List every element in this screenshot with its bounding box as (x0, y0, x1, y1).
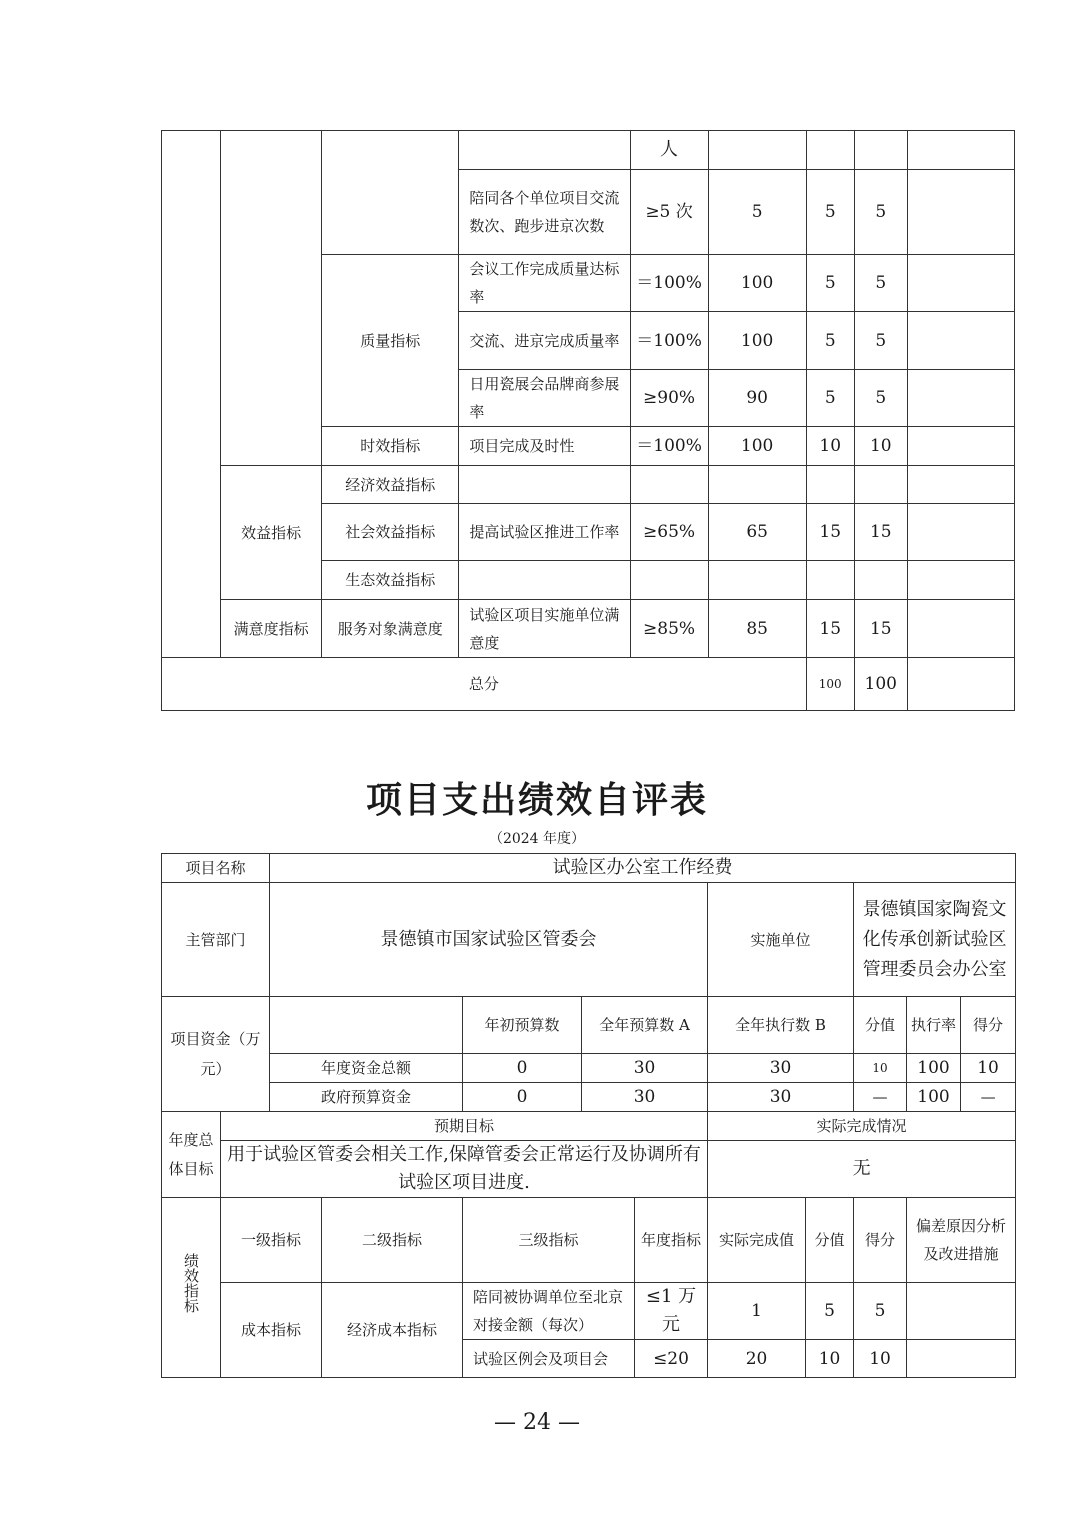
reason-cell (907, 600, 1014, 658)
score-full-cell: 5 (806, 255, 854, 312)
l3-cell (459, 131, 630, 170)
perf-score-full: 5 (806, 1283, 854, 1340)
actual-cell: 5 (708, 170, 806, 255)
funds-row (162, 1054, 1016, 1083)
reason-cell (907, 658, 1014, 711)
funds-header-row (162, 997, 1016, 1054)
perf-score: 5 (854, 1283, 907, 1340)
actual-cell (708, 561, 806, 600)
perf-header-target: 年度指标 (635, 1198, 708, 1283)
expected-label: 预期目标 (221, 1112, 708, 1141)
funds-score-full: 10 (854, 1054, 907, 1083)
funds-row-label: 政府预算资金 (270, 1083, 463, 1112)
reason-cell (907, 561, 1014, 600)
table-row (162, 466, 1015, 504)
project-name-row (162, 854, 1016, 883)
target-cell: ＝100% (630, 427, 708, 466)
performance-table-continued (161, 130, 1015, 711)
impl-label: 实施单位 (708, 883, 854, 997)
goal-header-row (162, 1112, 1016, 1141)
funds-header-executed: 全年执行数 B (708, 997, 854, 1054)
target-cell (630, 561, 708, 600)
page-title: 项目支出绩效自评表 (365, 780, 708, 821)
score-full-cell: 10 (806, 427, 854, 466)
self-evaluation-table (161, 853, 1016, 1378)
goal-row (162, 1141, 1016, 1198)
l2-cell: 社会效益指标 (322, 504, 459, 561)
score-full-cell: 5 (806, 312, 854, 370)
funds-label-text: 项目资金（万元） (170, 1030, 261, 1078)
funds-initial: 0 (463, 1054, 582, 1083)
perf-header-score-full: 分值 (806, 1198, 854, 1283)
perf-reason (907, 1283, 1016, 1340)
actual-cell: 100 (708, 312, 806, 370)
perf-reason (907, 1340, 1016, 1378)
expected-value: 用于试验区管委会相关工作,保障管委会正常运行及协调所有试验区项目进度. (221, 1141, 708, 1198)
l3-cell: 交流、进京完成质量率 (459, 312, 630, 370)
year-label: （2024 年度） (488, 831, 586, 847)
funds-row-label: 年度资金总额 (270, 1054, 463, 1083)
score-cell (854, 131, 907, 170)
funds-blank (270, 997, 463, 1054)
score-cell: 5 (854, 312, 907, 370)
perf-score-full: 10 (806, 1340, 854, 1378)
funds-score: — (961, 1083, 1016, 1112)
target-cell: ≥90% (630, 370, 708, 427)
perf-label (162, 1198, 221, 1378)
perf-actual: 20 (708, 1340, 806, 1378)
score-full-cell: 5 (806, 370, 854, 427)
actual-cell: 100 (708, 255, 806, 312)
total-full: 100 (806, 658, 854, 711)
reason-cell (907, 170, 1014, 255)
funds-executed: 30 (708, 1083, 854, 1112)
perf-header-score: 得分 (854, 1198, 907, 1283)
score-full-cell (806, 466, 854, 504)
total-row (162, 658, 1015, 711)
funds-header-score: 得分 (961, 997, 1016, 1054)
l3-cell: 试验区项目实施单位满意度 (459, 600, 630, 658)
project-name-label: 项目名称 (162, 854, 270, 883)
perf-header-l2: 二级指标 (322, 1198, 463, 1283)
score-full-cell: 15 (806, 600, 854, 658)
score-cell: 10 (854, 427, 907, 466)
project-name-value: 试验区办公室工作经费 (270, 854, 1016, 883)
score-cell: 15 (854, 600, 907, 658)
score-full-cell: 5 (806, 170, 854, 255)
actual-cell (708, 131, 806, 170)
table-row (162, 131, 1015, 170)
funds-score: 10 (961, 1054, 1016, 1083)
funds-rate: 100 (907, 1054, 961, 1083)
dept-row (162, 883, 1016, 997)
actual-cell: 65 (708, 504, 806, 561)
funds-label (162, 997, 270, 1112)
perf-target: ≤20 (635, 1340, 708, 1378)
perf-header-reason: 偏差原因分析及改进措施 (907, 1198, 1016, 1283)
dept-label: 主管部门 (162, 883, 270, 997)
funds-full-year: 30 (582, 1083, 708, 1112)
perf-actual: 1 (708, 1283, 806, 1340)
perf-header-l1: 一级指标 (221, 1198, 322, 1283)
l3-cell: 项目完成及时性 (459, 427, 630, 466)
reason-cell (907, 427, 1014, 466)
dept-value: 景德镇市国家试验区管委会 (270, 883, 708, 997)
l2-cell: 经济效益指标 (322, 466, 459, 504)
l1-cell: 效益指标 (221, 466, 322, 600)
l3-cell: 陪同各个单位项目交流数次、跑步进京次数 (459, 170, 630, 255)
impl-value: 景德镇国家陶瓷文化传承创新试验区管理委员会办公室 (854, 883, 1016, 997)
funds-header-rate: 执行率 (907, 997, 961, 1054)
actual-value: 无 (708, 1141, 1016, 1198)
target-cell (630, 466, 708, 504)
perf-header-row (162, 1198, 1016, 1283)
score-cell (854, 561, 907, 600)
l3-cell: 日用瓷展会品牌商参展率 (459, 370, 630, 427)
perf-target: ≤1 万元 (635, 1283, 708, 1340)
target-cell: ≥65% (630, 504, 708, 561)
perf-l3: 陪同被协调单位至北京对接金额（每次） (463, 1283, 635, 1340)
l3-cell: 提高试验区推进工作率 (459, 504, 630, 561)
reason-cell (907, 504, 1014, 561)
l3-cell (459, 561, 630, 600)
actual-cell (708, 466, 806, 504)
score-full-cell (806, 131, 854, 170)
reason-cell (907, 370, 1014, 427)
total-score: 100 (854, 658, 907, 711)
actual-cell: 85 (708, 600, 806, 658)
reason-cell (907, 312, 1014, 370)
reason-cell (907, 255, 1014, 312)
l2-cell: 时效指标 (322, 427, 459, 466)
goal-label: 年度总体目标 (162, 1112, 221, 1198)
perf-l2: 经济成本指标 (322, 1283, 463, 1378)
perf-label-cell (162, 131, 221, 658)
funds-header-full-year: 全年预算数 A (582, 997, 708, 1054)
actual-cell: 100 (708, 427, 806, 466)
perf-score: 10 (854, 1340, 907, 1378)
actual-cell: 90 (708, 370, 806, 427)
score-cell: 5 (854, 370, 907, 427)
perf-l1: 成本指标 (221, 1283, 322, 1378)
funds-header-score-full: 分值 (854, 997, 907, 1054)
perf-row (162, 1283, 1016, 1340)
perf-header-l3: 三级指标 (463, 1198, 635, 1283)
funds-initial: 0 (463, 1083, 582, 1112)
perf-label-text: 绩效指标 (182, 1253, 200, 1313)
l2-cell (322, 131, 459, 255)
target-cell: ≥5 次 (630, 170, 708, 255)
l1-cell (221, 131, 322, 466)
actual-label: 实际完成情况 (708, 1112, 1016, 1141)
funds-full-year: 30 (582, 1054, 708, 1083)
funds-executed: 30 (708, 1054, 854, 1083)
l2-cell: 服务对象满意度 (322, 600, 459, 658)
l3-cell (459, 466, 630, 504)
perf-header-actual: 实际完成值 (708, 1198, 806, 1283)
reason-cell (907, 131, 1014, 170)
score-full-cell (806, 561, 854, 600)
score-cell: 15 (854, 504, 907, 561)
total-label: 总分 (162, 658, 807, 711)
l3-cell: 会议工作完成质量达标率 (459, 255, 630, 312)
page-number: — 24 — (494, 1410, 580, 1435)
funds-row (162, 1083, 1016, 1112)
score-cell: 5 (854, 170, 907, 255)
l2-cell: 质量指标 (322, 255, 459, 427)
target-cell: ＝100% (630, 312, 708, 370)
target-cell: ＝100% (630, 255, 708, 312)
funds-rate: 100 (907, 1083, 961, 1112)
funds-header-initial: 年初预算数 (463, 997, 582, 1054)
target-cell: ≥85% (630, 600, 708, 658)
score-full-cell: 15 (806, 504, 854, 561)
score-cell: 5 (854, 255, 907, 312)
score-cell (854, 466, 907, 504)
l1-cell: 满意度指标 (221, 600, 322, 658)
table-row (162, 600, 1015, 658)
funds-score-full: — (854, 1083, 907, 1112)
perf-l3: 试验区例会及项目会 (463, 1340, 635, 1378)
target-cell: 人 (630, 131, 708, 170)
l2-cell: 生态效益指标 (322, 561, 459, 600)
reason-cell (907, 466, 1014, 504)
